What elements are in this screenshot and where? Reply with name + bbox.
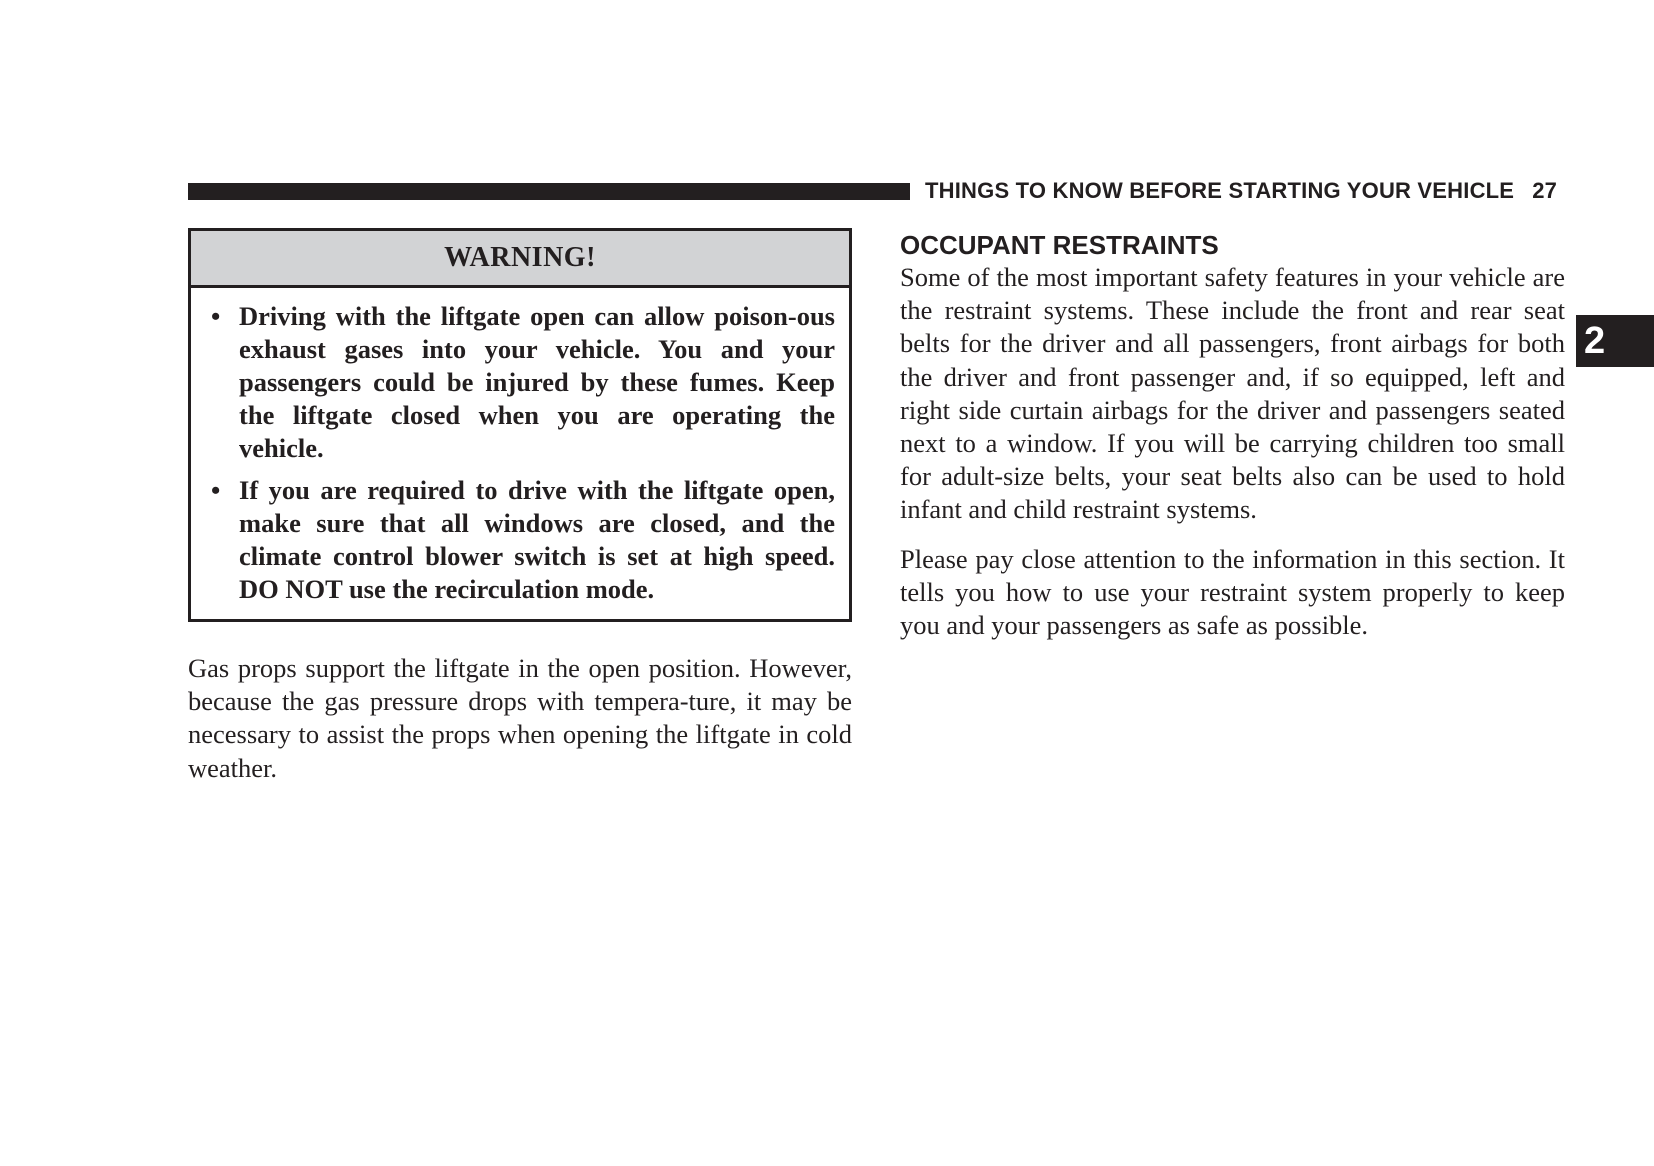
liftgate-paragraph: Gas props support the liftgate in the open position. However, because the gas pressure drops with tempera-ture, it may be necessary to assist the props when opening the liftgate in cold weather. [188,653,852,783]
warning-item-text: If you are required to drive with the liftgate open, make sure that all windows are closed, and the climate control blower switch is set at high speed. DO NOT use the recirculation mode. [239,475,835,604]
bullet-icon: • [211,301,221,331]
warning-item [211,474,835,606]
section-paragraph: Please pay close attention to the information in this section. It tells you how to use your restraint system properly to keep you and your passengers as safe as possible. [900,543,1565,641]
header-rule [188,183,910,200]
section-paragraph: Some of the most important safety features in your vehicle are the restraint systems. These include the front and rear seat belts for the driver and all passengers, front airbags for both the driver and front passenger and, if so equipped, left and right side curtain airbags for the driver and passengers seated next to a window. If you will be carrying children too small for adult-size belts, your seat belts also can be used to hold infant and child restraint systems. [900,262,1565,525]
warning-item-text: Driving with the liftgate open can allow poison-ous exhaust gases into your vehicle. You and your passengers could be injured by these fumes. Keep the liftgate closed when you are operating the vehicle. [239,301,835,463]
warning-box [188,228,852,622]
header-title: THINGS TO KNOW BEFORE STARTING YOUR VEHICLE [925,178,1515,203]
warning-title: WARNING! [191,231,849,288]
chapter-tab: 2 [1576,315,1654,367]
running-header [925,178,1557,204]
warning-list [191,288,849,606]
warning-item [211,300,835,465]
bullet-icon: • [211,475,221,505]
page-number: 27 [1532,178,1558,203]
occupant-restraints-section [900,227,1565,642]
section-title: OCCUPANT RESTRAINTS [900,230,1219,260]
